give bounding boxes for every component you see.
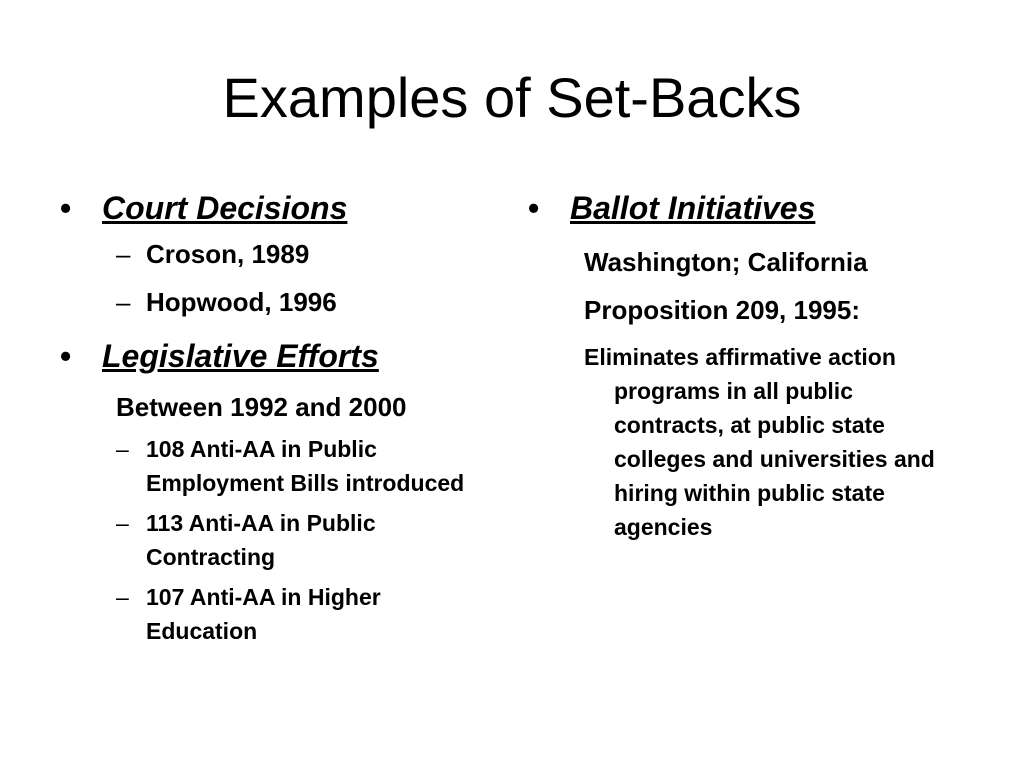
dash-icon: – [116, 584, 129, 610]
bullet-ballot-initiatives [528, 186, 968, 230]
sub-item-text: 107 Anti-AA in Higher Education [146, 584, 381, 644]
ballot-initiatives-heading: Ballot Initiatives [570, 190, 816, 226]
sub-item-hopwood [60, 286, 480, 318]
proposition-line: Proposition 209, 1995: [584, 295, 860, 325]
sub-item-text: Hopwood, 1996 [146, 287, 337, 317]
sub-item-text: Croson, 1989 [146, 239, 310, 269]
court-decisions-heading: Court Decisions [102, 190, 348, 226]
slide-title: Examples of Set-Backs [222, 66, 802, 129]
legislative-subheading: Between 1992 and 2000 [116, 392, 407, 422]
right-column [528, 186, 968, 544]
bullet-dot-icon: • [60, 338, 72, 374]
bullet-dot-icon: • [528, 190, 540, 226]
bullet-court-decisions [60, 186, 480, 230]
left-column [60, 186, 480, 654]
sub-item-text: 108 Anti-AA in Public Employment Bills introduced [146, 436, 465, 496]
proposition-description: Eliminates affirmative action programs in all public contracts, at public state colleges and universities and hiring within public state agencies [584, 344, 935, 540]
sub-item-croson [60, 238, 480, 270]
dash-icon: – [116, 287, 131, 317]
sub-item-employment-bills [60, 432, 480, 500]
states-line: Washington; California [584, 247, 868, 277]
dash-icon: – [116, 510, 129, 536]
sub-item-higher-education [60, 580, 480, 648]
sub-item-contracting [60, 506, 480, 574]
dash-icon: – [116, 239, 131, 269]
sub-item-text: 113 Anti-AA in Public Contracting [146, 510, 376, 570]
bullet-dot-icon: • [60, 190, 72, 226]
bullet-legislative-efforts [60, 334, 480, 378]
dash-icon: – [116, 436, 129, 462]
legislative-efforts-heading: Legislative Efforts [102, 338, 379, 374]
